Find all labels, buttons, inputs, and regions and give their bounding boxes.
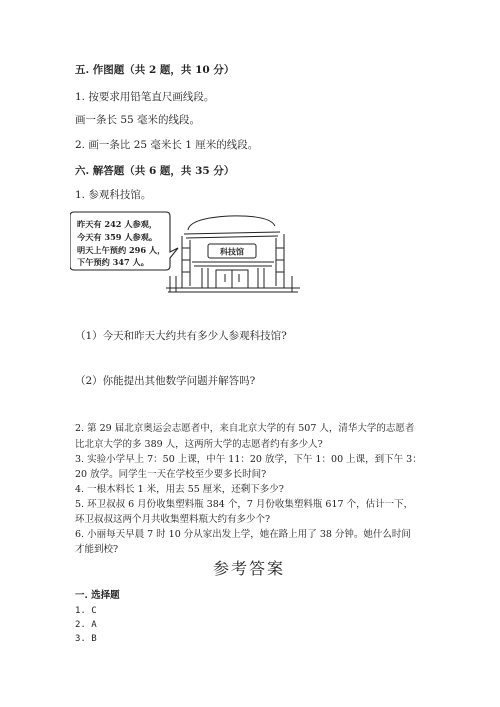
section6-title: 六. 解答题（共 6 题，共 35 分）	[75, 165, 235, 177]
section6-q1-part1: （1）今天和昨天大约共有多少人参观科技馆?	[75, 330, 287, 342]
section6-q5-line1: 5. 环卫叔叔 6 月份收集塑料瓶 384 个，7 月份收集塑料瓶 617 个，估计一下，	[75, 499, 414, 510]
section6-q4: 4. 一根木料长 1 米，用去 55 厘米，还剩下多少?	[75, 484, 284, 495]
answer-item-1: 1. C	[75, 606, 97, 616]
section5-q1: 1. 按要求用铅笔直尺画线段。	[75, 91, 215, 103]
answer-item-2: 2. A	[75, 620, 97, 630]
bubble-line-4: 下午预约 347 人。	[77, 257, 149, 267]
section6-q2-line1: 2. 第 29 届北京奥运会志愿者中，来自北京大学的有 507 人，清华大学的志愿者	[75, 423, 415, 434]
science-museum-illustration	[70, 208, 300, 300]
section5-q1-task: 画一条长 55 毫米的线段。	[75, 114, 201, 126]
section6-q6-line1: 6. 小丽每天早晨 7 时 10 分从家出发上学，她在路上用了 38 分钟。她什么时间	[75, 529, 411, 540]
section6-q3-line2: 20 放学。同学生一天在学校至少要多长时间?	[75, 469, 267, 480]
building-sign: 科技馆	[220, 246, 244, 257]
bubble-line-3: 明天上午预约 296 人，	[77, 245, 166, 255]
section6-q2-line2: 比北京大学的多 389 人，这两所大学的志愿者约有多少人?	[75, 439, 323, 450]
section5-title: 五. 作图题（共 2 题，共 10 分）	[75, 64, 235, 76]
section6-q6-line2: 才能到校?	[75, 544, 119, 555]
bubble-line-2: 今天有 359 人参观。	[77, 232, 158, 242]
section5-q2: 2. 画一条比 25 毫米长 1 厘米的线段。	[75, 139, 259, 151]
section6-q3-line1: 3. 实验小学早上 7：50 上课，中午 11：20 放学，下午 1：00 上课，到下午 3：	[75, 454, 422, 465]
answers-section1-title: 一. 选择题	[75, 590, 120, 601]
section6-q1-part2: （2）你能提出其他数学问题并解答吗?	[75, 375, 256, 387]
answer-item-3: 3. B	[75, 634, 97, 644]
answers-title: 参考答案	[213, 559, 286, 578]
section6-q1: 1. 参观科技馆。	[75, 189, 152, 201]
section6-q5-line2: 环卫叔叔这两个月共收集塑料瓶大约有多少个?	[75, 514, 271, 525]
bubble-line-1: 昨天有 242 人参观，	[77, 219, 158, 229]
